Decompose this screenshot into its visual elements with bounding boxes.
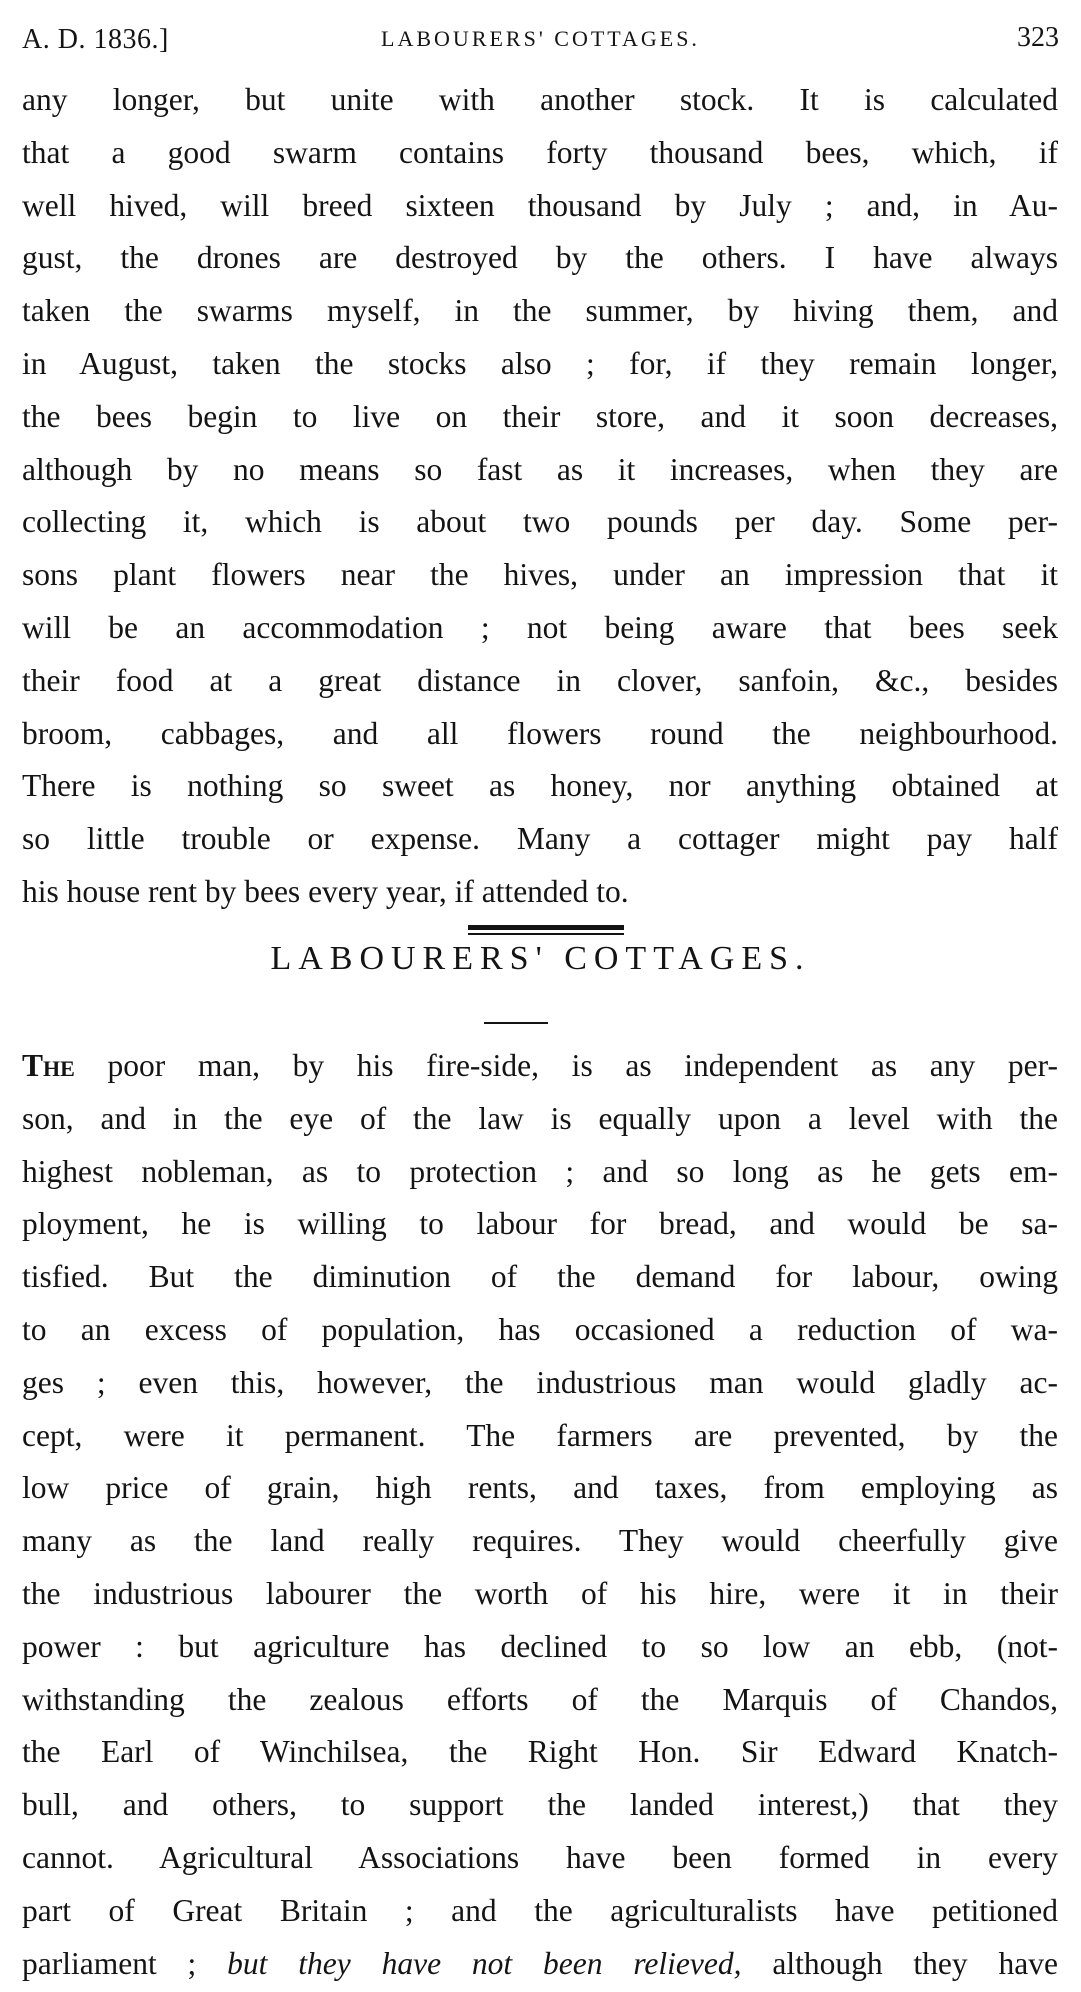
opening-word: The — [22, 1048, 75, 1083]
text-line: broom, cabbages, and all flowers round the neighbourhood. — [22, 715, 1058, 751]
page-number: 323 — [1017, 22, 1059, 53]
section-heading: LABOURERS' COTTAGES. — [270, 940, 811, 977]
text-line: well hived, will breed sixteen thousand by July ; and, in Au- — [22, 187, 1058, 223]
text-line — [22, 1040, 1058, 1093]
text-line: withstanding the zealous efforts of the Marquis of Chandos, — [22, 1681, 1058, 1717]
text-line: ges ; even this, however, the industrious man would gladly ac- — [22, 1364, 1058, 1400]
italic-text-span: but they have not been relieved, — [227, 1945, 742, 1981]
text-line: in August, taken the stocks also ; for, if they remain longer, — [22, 345, 1058, 381]
text-line: the industrious labourer the worth of his hire, were it in their — [22, 1575, 1058, 1611]
header-date: A. D. 1836.] — [22, 24, 169, 55]
text-line: although by no means so fast as it increases, when they are — [22, 451, 1058, 487]
text-line: any longer, but unite with another stock. It is calculated — [22, 82, 1058, 117]
text-line: will be an accommodation ; not being aware that bees seek — [22, 609, 1058, 645]
text-line: low price of grain, high rents, and taxes, from employing as — [22, 1470, 1058, 1506]
text-line: to an excess of population, has occasioned a reduction of wa- — [22, 1311, 1058, 1347]
header-title: LABOURERS' COTTAGES. — [381, 26, 700, 51]
text-line: his house rent by bees every year, if attended to. — [22, 873, 629, 909]
text-span: poor man, by his fire-side, is as independent as any per- — [74, 1048, 1058, 1083]
text-line: There is nothing so sweet as honey, nor anything obtained at — [22, 768, 1058, 804]
text-line: so little trouble or expense. Many a cottager might pay half — [22, 821, 1058, 857]
text-line: gust, the drones are destroyed by the others. I have always — [22, 240, 1058, 276]
text-line: sons plant flowers near the hives, under an impression that it — [22, 557, 1058, 593]
text-line: the Earl of Winchilsea, the Right Hon. Sir Edward Knatch- — [22, 1734, 1058, 1770]
text-line: highest nobleman, as to protection ; and so long as he gets em- — [22, 1153, 1058, 1189]
text-line: that a good swarm contains forty thousand bees, which, if — [22, 134, 1058, 170]
text-line: many as the land really requires. They would cheerfully give — [22, 1523, 1058, 1559]
text-line: tisfied. But the diminution of the demand for labour, owing — [22, 1259, 1058, 1295]
text-line: cept, were it permanent. The farmers are prevented, by the — [22, 1417, 1058, 1453]
text-line: son, and in the eye of the law is equally upon a level with the — [22, 1100, 1058, 1136]
text-line: power : but agriculture has declined to so low an ebb, (not- — [22, 1628, 1058, 1664]
text-line: part of Great Britain ; and the agriculturalists have petitioned — [22, 1892, 1058, 1928]
running-header — [22, 14, 1059, 64]
section-divider-rule — [468, 925, 624, 935]
heading-underline-rule — [484, 1022, 548, 1024]
text-line: ployment, he is willing to labour for bread, and would be sa- — [22, 1206, 1058, 1242]
text-line: cannot. Agricultural Associations have been formed in every — [22, 1839, 1058, 1875]
text-line: taken the swarms myself, in the summer, by hiving them, and — [22, 293, 1058, 329]
text-span: parliament ; — [22, 1945, 228, 1981]
text-line: bull, and others, to support the landed interest,) that they — [22, 1787, 1058, 1823]
text-line — [22, 1938, 1058, 1991]
text-line: their food at a great distance in clover, sanfoin, &c., besides — [22, 662, 1058, 698]
paragraph-bees — [22, 74, 1058, 919]
text-line: the bees begin to live on their store, and it soon decreases, — [22, 398, 1058, 434]
text-span: although they have — [741, 1945, 1058, 1981]
text-line: collecting it, which is about two pounds per day. Some per- — [22, 504, 1058, 540]
paragraph-cottages — [22, 1040, 1058, 1990]
